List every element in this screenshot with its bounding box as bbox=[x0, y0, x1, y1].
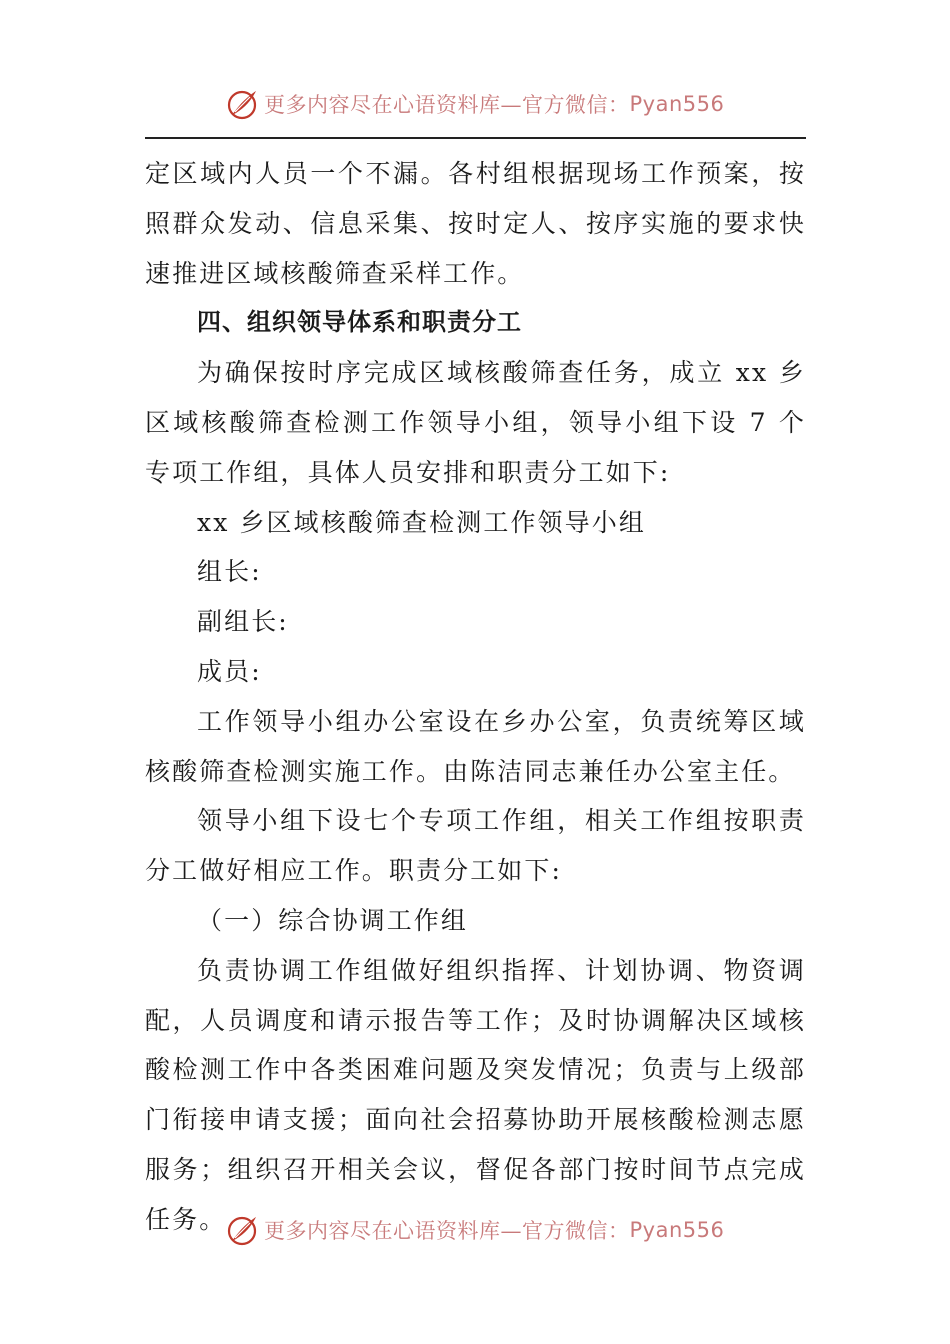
quill-logo-icon bbox=[226, 87, 260, 121]
footer-watermark-banner bbox=[226, 1210, 746, 1250]
section-heading: 四、组织领导体系和职责分工 bbox=[197, 308, 522, 337]
header-banner-wechat-id: Pyan556 bbox=[629, 92, 725, 116]
header-rule bbox=[145, 137, 806, 139]
footer-banner-text: 更多内容尽在心语资料库—官方微信： bbox=[264, 1219, 630, 1243]
group-name-line: xx 乡区域核酸筛查检测工作领导小组 bbox=[197, 507, 646, 537]
paragraph-intro: 为确保按时序完成区域核酸筛查任务，成立 xx 乡区域核酸筛查检测工作领导小组，领导小组下设 7 个专项工作组，具体人员安排和职责分工如下: bbox=[145, 358, 806, 487]
paragraph-groups: 领导小组下设七个专项工作组，相关工作组按职责分工做好相应工作。职责分工如下: bbox=[145, 806, 806, 886]
members-label: 成员: bbox=[197, 656, 262, 686]
header-watermark-banner bbox=[226, 84, 746, 124]
paragraph-office: 工作领导小组办公室设在乡办公室，负责统筹区域核酸筛查检测实施工作。由陈洁同志兼任办公室主任。 bbox=[145, 706, 806, 786]
footer-banner-wechat-id: Pyan556 bbox=[629, 1218, 725, 1242]
paragraph-continuation: 定区域内人员一个不漏。各村组根据现场工作预案，按照群众发动、信息采集、按时定人、按序实施的要求快速推进区域核酸筛查采样工作。 bbox=[145, 159, 806, 288]
header-banner-text: 更多内容尽在心语资料库—官方微信： bbox=[264, 93, 630, 117]
subgroup-1-description: 负责协调工作组做好组织指挥、计划协调、物资调配，人员调度和请示报告等工作；及时协调解决区域核酸检测工作中各类困难问题及突发情况；负责与上级部门衔接申请支援；面向社会招募协助开展核酸检测志愿服务；组织召开相关会议，督促各部门按时间节点完成任务。 bbox=[145, 955, 806, 1234]
document-body bbox=[145, 149, 806, 1245]
quill-logo-icon bbox=[226, 1213, 260, 1247]
leader-label: 组长: bbox=[197, 557, 262, 587]
deputy-leader-label: 副组长: bbox=[197, 607, 289, 637]
subgroup-1-title: （一）综合协调工作组 bbox=[197, 905, 469, 935]
